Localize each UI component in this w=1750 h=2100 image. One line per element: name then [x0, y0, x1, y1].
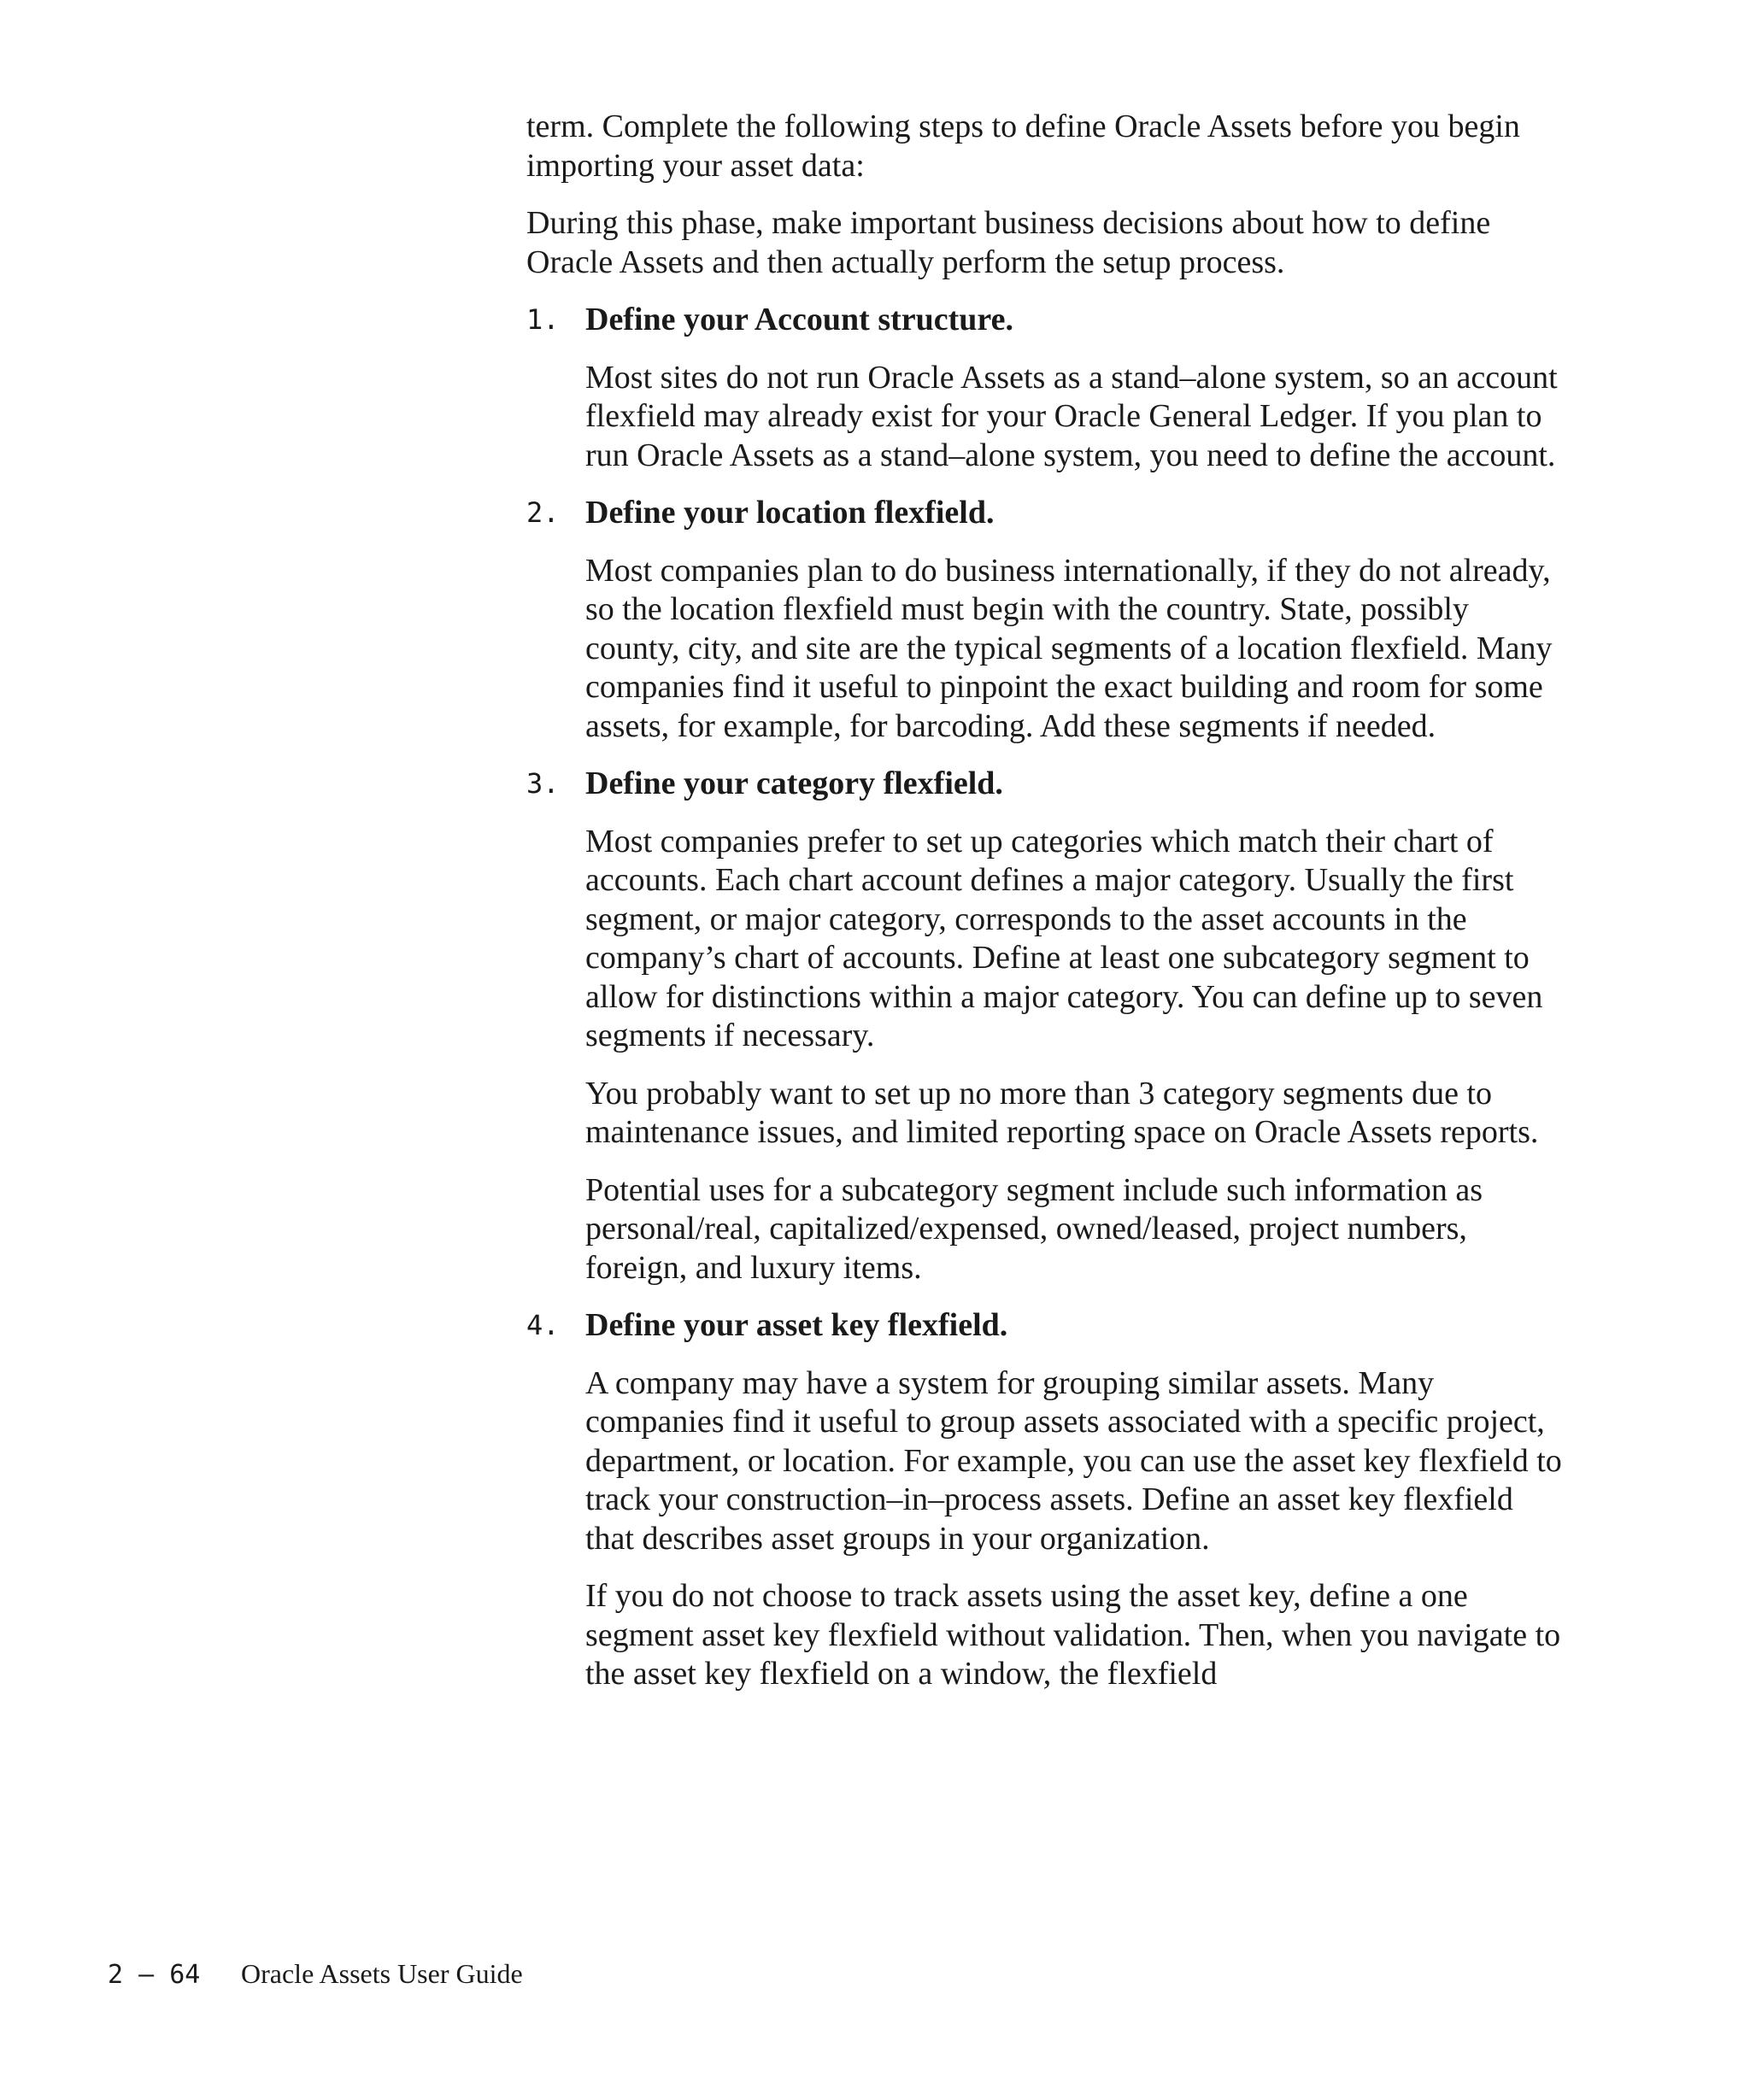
- step-body: [526, 823, 1565, 1288]
- step-number: 2.: [526, 496, 560, 529]
- step-paragraph: Most sites do not run Oracle Assets as a stand–alone system, so an account flexfield may already exist for your Oracle General Ledger. If you plan to run Oracle Assets as a stand–alone system, you need to define the account.: [585, 359, 1558, 473]
- step-body: [526, 552, 1565, 747]
- step-title: Define your location flexfield.: [585, 495, 995, 531]
- page-number: 2 – 64: [108, 1960, 201, 1990]
- step-3: [526, 765, 1565, 1288]
- step-body: [526, 1364, 1565, 1694]
- step-title: Define your Account structure.: [585, 302, 1013, 337]
- step-heading: [526, 765, 1565, 804]
- step-paragraph: You probably want to set up no more than 3 category segments due to maintenance issues, and limited reporting space on Oracle Assets reports.: [585, 1075, 1539, 1150]
- step-4: [526, 1306, 1565, 1694]
- step-paragraph: If you do not choose to track assets using the asset key, define a one segment asset key flexfield without validation. Then, when you navigate to the asset key flexfield on a window, the flexfield: [585, 1578, 1561, 1692]
- book-title: Oracle Assets User Guide: [241, 1958, 523, 1989]
- body-column: [526, 108, 1565, 1713]
- intro-paragraph-1: term. Complete the following steps to define Oracle Assets before you begin importing your asset data:: [526, 109, 1520, 184]
- step-body: [526, 359, 1565, 476]
- step-title: Define your asset key flexfield.: [585, 1307, 1008, 1343]
- step-2: [526, 494, 1565, 746]
- step-paragraph: Most companies plan to do business internationally, if they do not already, so the location flexfield must begin with the country. State, possibly county, city, and site are the typical segments of a location flexfield. Many companies find it useful to pinpoint the exact building and room for some assets, for example, for barcoding. Add these segments if needed.: [585, 552, 1553, 744]
- step-paragraph: Potential uses for a subcategory segment include such information as personal/real, capitalized/expensed, owned/leased, project numbers, foreign, and luxury items.: [585, 1171, 1483, 1286]
- step-1: [526, 301, 1565, 475]
- step-heading: [526, 1306, 1565, 1346]
- step-heading: [526, 494, 1565, 533]
- step-title: Define your category flexfield.: [585, 766, 1003, 801]
- page-footer: [108, 1956, 523, 1992]
- step-heading: [526, 301, 1565, 340]
- step-paragraph: Most companies prefer to set up categories which match their chart of accounts. Each chart account defines a major category. Usually the first segment, or major category, corresponds to the asset accounts in the company’s chart of accounts. Define at least one subcategory segment to allow for distinctions within a major category. You can define up to seven segments if necessary.: [585, 823, 1543, 1053]
- step-number: 4.: [526, 1309, 560, 1341]
- intro-paragraph-2: During this phase, make important business decisions about how to define Oracle Assets and then actually perform the setup process.: [526, 205, 1491, 280]
- step-number: 3.: [526, 767, 560, 800]
- step-number: 1.: [526, 303, 560, 336]
- step-paragraph: A company may have a system for grouping similar assets. Many companies find it useful to group assets associated with a specific project, department, or location. For example, you can use the asset key flexfield to track your construction–in–process assets. Define an asset key flexfield that describes asset groups in your organization.: [585, 1364, 1562, 1557]
